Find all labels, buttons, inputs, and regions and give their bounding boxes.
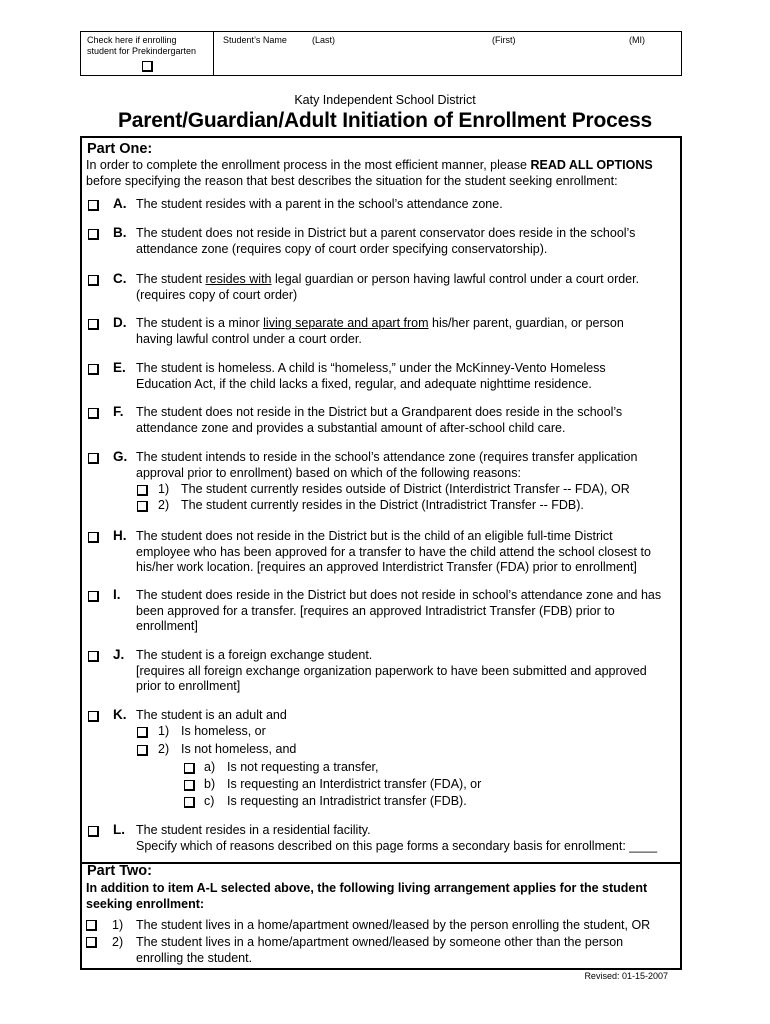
sub-option-checkbox[interactable] [184,797,195,808]
sub-option-checkbox[interactable] [137,485,148,496]
part-one-intro [86,158,653,189]
sub-option-text: Is homeless, or [181,724,266,738]
part-one-section [80,136,682,864]
underlined-text: resides with [205,272,272,286]
sub-option-checkbox[interactable] [137,745,148,756]
mi-label: (MI) [629,35,645,45]
option-text-line: The student does not reside in the District but is the child of an eligible full-time District [136,529,613,543]
prek-checkbox[interactable] [142,61,153,72]
sub-option-text: Is not requesting a transfer, [227,760,379,774]
option-letter: L. [113,822,125,837]
option-text-line: The student is a minor living separate and apart from his/her parent, guardian, or person [136,316,624,330]
sub-option-text: Is requesting an Intradistrict transfer (FDB). [227,794,467,808]
sub-option-number: 2) [158,742,170,756]
option-text-line: The student resides in a residential facility. [136,823,371,837]
prek-cell [81,32,214,75]
option-text-line: The student does not reside in the District but a Grandparent does reside in the school’s [136,405,623,419]
option-text-line: enrollment] [136,619,198,633]
sub-option-number: 2) [158,498,170,512]
option-text-line: employee who has been approved for a transfer to have the child attend the school closest to [136,544,651,559]
option-letter: A. [113,196,127,211]
option-letter: G. [113,449,128,464]
option-letter: B. [113,225,127,240]
option-text-line: having lawful control under a court order. [136,331,362,346]
option-letter: J. [113,647,125,662]
sub-option-letter: b) [204,777,216,791]
option-text-line: The student intends to reside in the school’s attendance zone (requires transfer application [136,450,638,464]
option-text-line: enrolling the student. [136,950,253,965]
option-text-line: attendance zone and provides a substantial amount of after-school child care. [136,420,566,435]
option-text-line: (requires copy of court order) [136,287,298,302]
option-text-line: The student is an adult and [136,708,287,722]
option-checkbox[interactable] [86,920,97,931]
page-title: Parent/Guardian/Adult Initiation of Enrollment Process [117,109,653,132]
option-text-line: Specify which of reasons described on this page forms a secondary basis for enrollment: ____ [136,838,658,853]
option-text-line: prior to enrollment] [136,679,241,693]
option-text-line: The student is homeless. A child is “homeless,” under the McKinney-Vento Homeless [136,361,606,375]
district-name: Katy Independent School District [294,93,476,107]
option-checkbox[interactable] [88,319,99,330]
sub-option-checkbox[interactable] [137,727,148,738]
part-one-heading: Part One: [87,141,153,157]
prek-label-line: Check here if enrolling [87,35,177,45]
sub-option-number: 1) [158,482,170,496]
option-text-line: his/her work location. [requires an approved Interdistrict Transfer (FDA) prior to enrollment] [136,560,637,574]
part-two-section [80,860,682,970]
option-text-line: [requires all foreign exchange organization paperwork to have been submitted and approved [136,663,647,678]
option-text-line: The student lives in a home/apartment owned/leased by someone other than the person [136,935,624,949]
option-checkbox[interactable] [88,711,99,722]
option-checkbox[interactable] [88,591,99,602]
sub-option-letter: c) [204,794,215,808]
option-letter: D. [113,315,127,330]
revised-date: Revised: 01-15-2007 [584,971,668,981]
option-text-line: The student resides with a parent in the school’s attendance zone. [136,197,503,211]
option-checkbox[interactable] [88,532,99,543]
option-checkbox[interactable] [88,453,99,464]
sub-option-checkbox[interactable] [137,501,148,512]
intro-text: seeking enrollment: [86,896,205,911]
option-number: 2) [112,935,124,949]
student-name-field[interactable] [215,46,680,74]
last-name-label: (Last) [312,35,336,45]
option-text-line: The student is a foreign exchange student. [136,648,373,662]
option-checkbox[interactable] [88,408,99,419]
option-text-line: The student does reside in the District but does not reside in school’s attendance zone and has [136,588,662,602]
sub-option-text: Is not homeless, and [181,742,297,756]
option-letter: H. [113,528,127,543]
option-text-line: The student does not reside in District but a parent conservator does reside in the school’s [136,226,636,240]
sub-option-number: 1) [158,724,170,738]
part-two-intro [86,881,647,912]
option-text-line: Education Act, if the child lacks a fixed, regular, and adequate nighttime residence. [136,376,592,391]
option-letter: K. [113,707,127,722]
option-letter: I. [113,587,121,602]
option-text-line: attendance zone (requires copy of court order specifying conservatorship). [136,241,548,256]
option-checkbox[interactable] [88,229,99,240]
sub-option-text: The student currently resides outside of District (Interdistrict Transfer -- FDA), OR [181,482,630,496]
student-info-box [80,31,682,76]
underlined-text: living separate and apart from [263,316,429,330]
intro-bold: READ ALL OPTIONS [530,158,653,172]
option-letter: F. [113,404,124,419]
option-text-line: The student resides with legal guardian or person having lawful control under a court order. [136,272,640,286]
intro-text: before specifying the reason that best describes the situation for the student seeking enrollment: [86,173,618,188]
option-letter: C. [113,271,127,286]
sub-option-text: Is requesting an Interdistrict transfer (FDA), or [227,777,482,791]
sub-option-checkbox[interactable] [184,763,195,774]
part-two-heading: Part Two: [87,863,152,879]
option-checkbox[interactable] [88,651,99,662]
option-text-line: The student lives in a home/apartment owned/leased by the person enrolling the student, OR [136,918,651,932]
sub-option-checkbox[interactable] [184,780,195,791]
sub-option-text: The student currently resides in the District (Intradistrict Transfer -- FDB). [181,498,584,512]
prek-label-line: student for Prekindergarten [87,46,197,56]
intro-text: In order to complete the enrollment process in the most efficient manner, please [86,158,531,172]
option-text-line: approval prior to enrollment) based on which of the following reasons: [136,465,521,480]
intro-text: In addition to item A-L selected above, the following living arrangement applies for the student [86,881,648,895]
option-checkbox[interactable] [88,826,99,837]
first-name-label: (First) [492,35,516,45]
option-letter: E. [113,360,126,375]
option-text-line: been approved for a transfer. [requires an approved Intradistrict Transfer (FDB) prior to [136,603,615,618]
sub-option-letter: a) [204,760,216,774]
student-name-label: Student’s Name [223,35,287,45]
option-checkbox[interactable] [88,275,99,286]
option-number: 1) [112,918,124,932]
option-checkbox[interactable] [86,937,97,948]
option-checkbox[interactable] [88,200,99,211]
option-checkbox[interactable] [88,364,99,375]
prek-label [87,35,196,57]
